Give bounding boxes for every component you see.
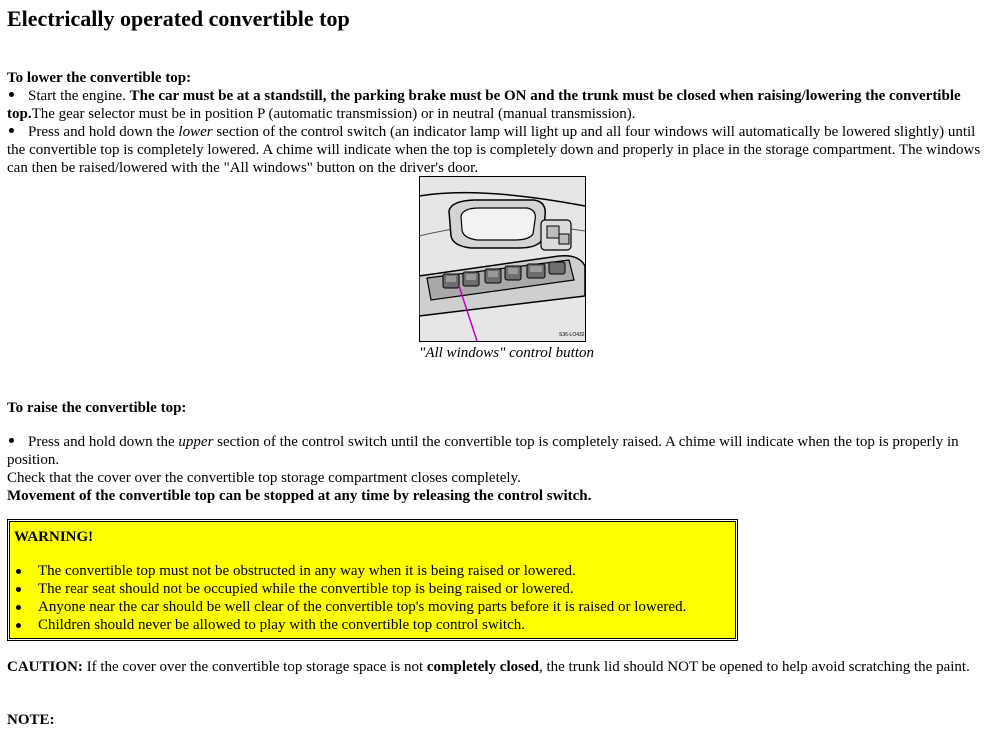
raise-stop-note: Movement of the convertible top can be stopped at any time by releasing the control switch. bbox=[7, 488, 592, 504]
warning-box-inner bbox=[9, 521, 736, 639]
caution-tail: , the trunk lid should NOT be opened to help avoid scratching the paint. bbox=[538, 659, 970, 675]
lower-section bbox=[7, 69, 995, 177]
raise-step-1-text: Press and hold down the bbox=[28, 434, 179, 450]
lower-step-1-text: Start the engine. bbox=[28, 88, 130, 104]
raise-heading: To raise the convertible top: bbox=[7, 400, 187, 416]
raise-step-1-tail: section of the control switch until the convertible top is completely raised. A chime will indicate when the top is properly in position. bbox=[7, 434, 959, 468]
door-switch-panel-illustration bbox=[419, 176, 586, 342]
warning-list bbox=[14, 562, 731, 634]
warning-item: Children should never be allowed to play with the convertible top control switch. bbox=[14, 616, 731, 634]
warning-item: The rear seat should not be occupied while the convertible top is being raised or lowered. bbox=[14, 580, 731, 598]
caution-bold: completely closed bbox=[426, 659, 539, 675]
raise-step-1-em: upper bbox=[178, 434, 214, 450]
bullet-icon bbox=[9, 438, 14, 443]
lower-step-2 bbox=[7, 123, 995, 177]
warning-item: Anyone near the car should be well clear of the convertible top's moving parts before it is raised or lowered. bbox=[14, 598, 731, 616]
lower-step-2-em: lower bbox=[178, 124, 213, 140]
raise-section bbox=[7, 399, 995, 505]
caution-paragraph bbox=[7, 658, 995, 676]
bullet-icon bbox=[9, 92, 14, 97]
warning-title: WARNING! bbox=[14, 529, 94, 545]
lower-step-1 bbox=[7, 87, 995, 123]
warning-item: The convertible top must not be obstructed in any way when it is being raised or lowered. bbox=[14, 562, 731, 580]
figure-caption: "All windows" control button bbox=[419, 345, 594, 361]
caution-text: If the cover over the convertible top storage space is not bbox=[82, 659, 427, 675]
lower-step-1-tail: The gear selector must be in position P (automatic transmission) or in neutral (manual transmission). bbox=[31, 106, 636, 122]
bullet-icon bbox=[9, 128, 14, 133]
lower-step-2-text: Press and hold down the bbox=[28, 124, 179, 140]
control-button-figure bbox=[419, 176, 594, 362]
lower-step-2-tail: section of the control switch (an indicator lamp will light up and all four windows will automatically be lowered slightly) until the convertible top is completely lowered. A chime will indicate when the top is completely down and properly in place in the storage compartment. The windows can then be raised/lowered with the "All windows" button on the driver's door. bbox=[7, 124, 981, 176]
caution-label: CAUTION: bbox=[7, 659, 83, 675]
raise-step-1 bbox=[7, 433, 995, 469]
lower-step-1-bold: The car must be at a standstill, the parking brake must be ON and the trunk must be closed when raising/lowering the convertible top. bbox=[7, 88, 961, 122]
figure-code: S36-LO432 bbox=[559, 332, 585, 338]
note-label: NOTE: bbox=[7, 712, 55, 728]
lower-heading: To lower the convertible top: bbox=[7, 70, 192, 86]
warning-box bbox=[7, 519, 738, 641]
page-title: Electrically operated convertible top bbox=[7, 6, 350, 31]
raise-check: Check that the cover over the convertible top storage compartment closes completely. bbox=[7, 470, 521, 486]
